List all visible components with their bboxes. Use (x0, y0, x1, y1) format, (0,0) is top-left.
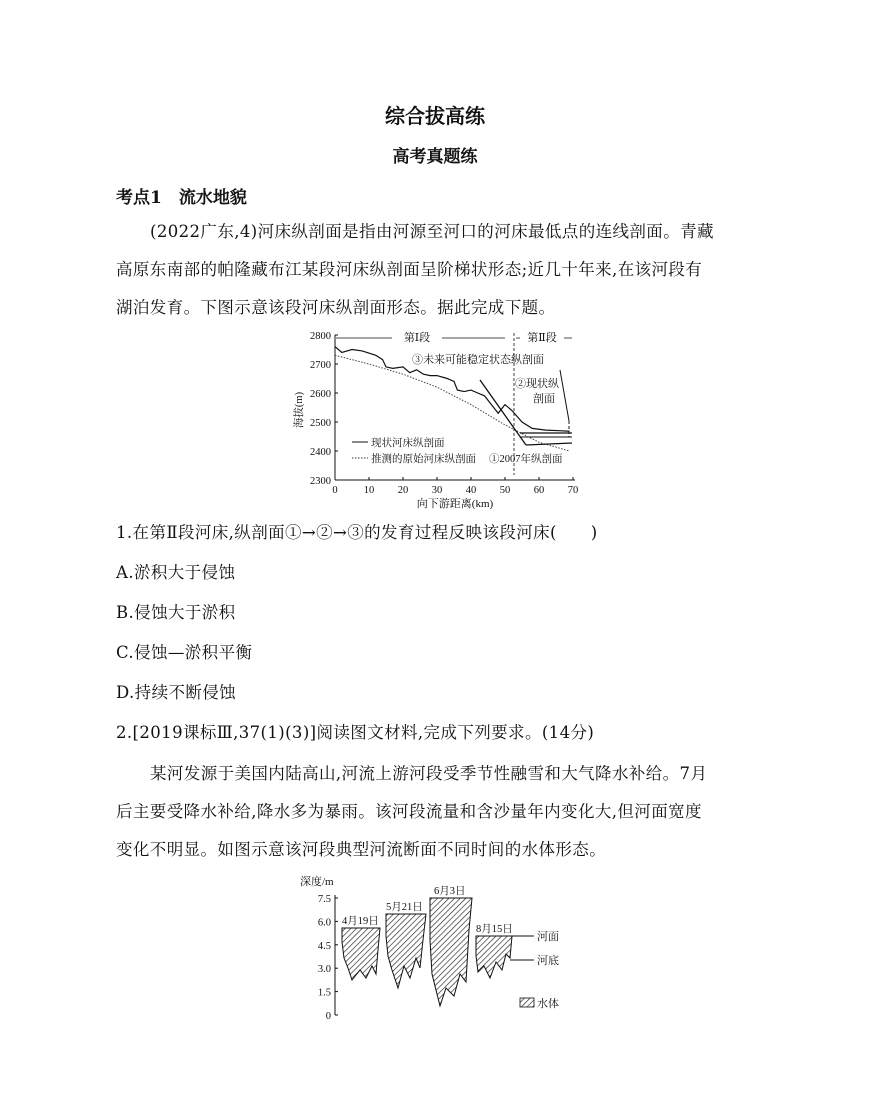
option-c[interactable]: C.侵蚀—淤积平衡 (116, 643, 253, 662)
x-tick-label: 20 (397, 485, 409, 496)
intro1-line-1: (2022广东,4)河床纵剖面是指由河源至河口的河床最低点的连线剖面。青藏 (150, 222, 714, 241)
section-aug15 (476, 936, 512, 978)
x-tick-label: 10 (363, 485, 375, 496)
fig2-y-tick-label: 6.0 (317, 917, 331, 929)
x-tick-label: 70 (567, 485, 579, 496)
y-tick-label: 2800 (310, 331, 331, 342)
fig2-y-tick-label: 1.5 (317, 987, 331, 999)
fig2-y-tick-label: 7.5 (317, 894, 331, 905)
x-tick-label: 30 (431, 485, 443, 496)
fig2-y-tick-label: 4.5 (317, 940, 331, 952)
curve-2-label-a: ②现状纵 (515, 378, 559, 390)
fig2-y-tick-label: 3.0 (317, 964, 331, 976)
page-title: 综合拔高练 (385, 104, 485, 128)
section-jun3 (430, 898, 472, 1006)
y-tick-label: 2600 (310, 389, 331, 400)
longitudinal-profile-chart (290, 325, 590, 510)
y-tick-label: 2700 (310, 360, 331, 371)
river-section-chart (290, 870, 580, 1025)
y-tick-label: 2500 (310, 418, 331, 429)
option-d[interactable]: D.持续不断侵蚀 (116, 683, 237, 702)
question2-stem: 2.[2019课标Ⅲ,37(1)(3)]阅读图文材料,完成下列要求。(14分) (116, 723, 595, 742)
fig2-y-axis-title: 深度/m (300, 876, 334, 888)
section-may21 (386, 914, 426, 988)
section-heading: 考点1 流水地貌 (116, 188, 247, 208)
fig2-y-tick-label: 0 (325, 1011, 331, 1022)
question1-stem: 1.在第Ⅱ段河床,纵剖面①→②→③的发育过程反映该段河床( ) (116, 523, 598, 542)
page-subtitle: 高考真题练 (392, 147, 478, 167)
option-a[interactable]: A.淤积大于侵蚀 (116, 563, 236, 582)
curve-3-tail (526, 443, 572, 445)
x-tick-label: 40 (465, 485, 477, 496)
x-tick-label: 60 (533, 485, 545, 496)
curve-2-label-b: 剖面 (533, 393, 555, 405)
question2-line-2: 后主要受降水补给,降水多为暴雨。该河段流量和含沙量年内变化大,但河面宽度 (116, 802, 702, 821)
intro1-line-2: 高原东南部的帕隆藏布江某段河床纵剖面呈阶梯状形态;近几十年来,在该河段有 (116, 260, 703, 279)
question2-line-3: 变化不明显。如图示意该河段典型河流断面不同时间的水体形态。 (116, 840, 607, 859)
x-tick-label: 0 (332, 485, 338, 496)
intro1-line-3: 湖泊发育。下图示意该段河床纵剖面形态。据此完成下题。 (116, 298, 556, 317)
legend2-label: 推测的原始河床纵剖面 (371, 454, 476, 465)
segment2-label: 第Ⅱ段 (527, 332, 557, 344)
curve-3-label: ③未来可能稳定状态纵剖面 (412, 354, 544, 366)
date-may21: 5月21日 (386, 902, 423, 913)
segment1-label: 第Ⅰ段 (403, 332, 431, 344)
surface-label: 河面 (537, 931, 559, 943)
legend1-label: 现状河床纵剖面 (371, 438, 445, 449)
date-jun3: 6月3日 (434, 886, 466, 897)
y-tick-label: 2300 (310, 476, 331, 487)
legend-water-swatch (520, 998, 534, 1007)
question2-line-1: 某河发源于美国内陆高山,河流上游河段受季节性融雪和大气降水补给。7月 (150, 764, 708, 783)
date-apr19: 4月19日 (342, 916, 379, 927)
x-tick-label: 50 (499, 485, 511, 496)
option-b[interactable]: B.侵蚀大于淤积 (116, 603, 236, 622)
y-axis-title: 海拔(m) (294, 391, 305, 429)
section-apr19 (342, 928, 380, 980)
date-aug15: 8月15日 (476, 924, 513, 935)
curve-2-line (560, 370, 569, 421)
legend-water-label: 水体 (537, 998, 559, 1010)
bottom-label: 河底 (537, 955, 559, 967)
y-tick-label: 2400 (310, 447, 331, 458)
curve-1-label: ①2007年纵剖面 (489, 454, 563, 465)
x-axis-title: 向下游距离(km) (416, 498, 494, 510)
